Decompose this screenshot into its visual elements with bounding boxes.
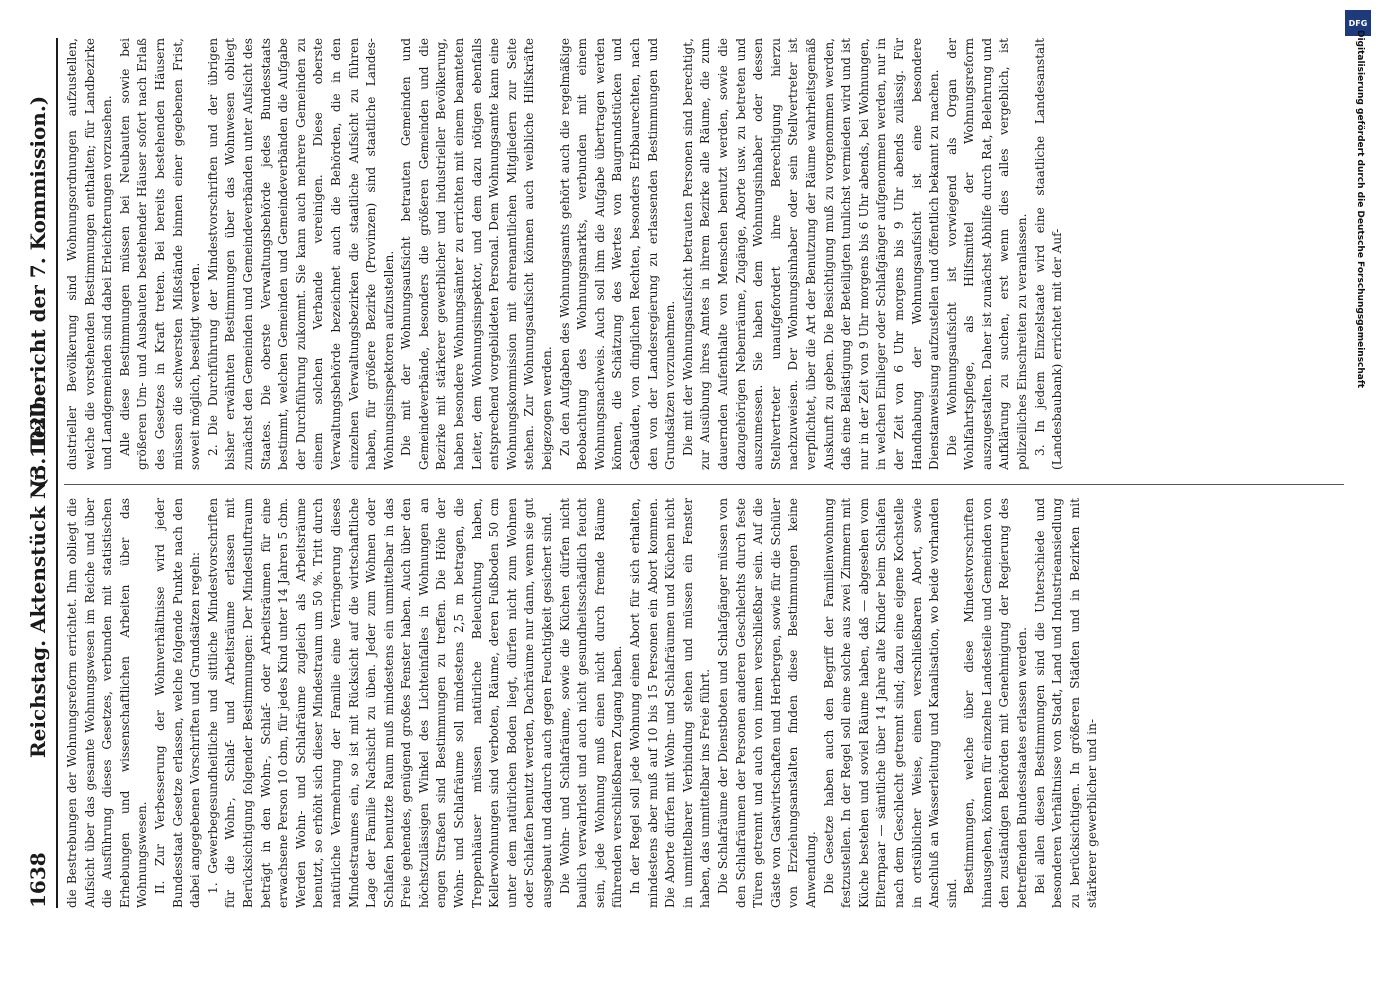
paragraph: Die Wohn- und Schlafräume, sowie die Küchen dürfen nicht baulich verwahrlost und auch nicht gesundheitsschädlich feucht sein, jede Wohnung muß einen nicht durch fremde Räume führenden verschließbaren Zugang haben. xyxy=(557,498,625,908)
page-subtitle: (3. Teilbericht der 7. Kommission.) xyxy=(26,95,50,488)
digitization-credit: Digitalisierung gefördert durch die Deutsche Forschungsgemeinschaft xyxy=(1355,30,1365,389)
page-header xyxy=(22,38,58,908)
paragraph: dustrieller Bevölkerung sind Wohnungsordnungen aufzustellen, welche die vorstehenden Bestimmungen enthalten; für Landbezirke und Landgemeinden sind dabei Erleichterungen vorzusehen. xyxy=(65,38,115,470)
paragraph: In der Regel soll jede Wohnung einen Abort für sich erhalten, mindestens aber muß auf 10 bis 15 Personen ein Abort kommen. Die Aborte dürfen mit Wohn- und Schlafräumen und Küchen nicht in unmittelbarer Verbindung stehen und müssen ein Fenster haben, das unmittelbar ins Freie führt. xyxy=(628,498,713,908)
paragraph: 3. In jedem Einzelstaate wird eine staatliche Landesanstalt (Landesbaubank) errichtet mit der Auf- xyxy=(1032,38,1065,470)
page-number: 1638 xyxy=(26,852,50,908)
paragraph: Die mit der Wohnungsaufsicht betrauten Gemeinden und Gemeindeverbände, besonders die größeren Gemeinden und die Bezirke mit stärkerer gewerblicher und industrieller Bevölkerung, haben besondere Wohnungsämter zu errichten mit einem beamteten Leiter, dem Wohnungsinspektor, und dem dazu nötigen ebenfalls entsprechend vorgebildeten Personal. Dem Wohnungsamte kann eine Wohnungskommission mit ehrenamtlichen Mitgliedern zur Seite stehen. Zur Wohnungsaufsicht können auch weibliche Hilfskräfte beigezogen werden. xyxy=(399,38,555,470)
paragraph: 1. Gewerbegesundheitliche und sittliche Mindestvorschriften für die Wohn-, Schlaf- und Arbeitsräume erlassen mit Berücksichtigung folgender Bestimmungen: Der Mindestluftraum beträgt in den Wohn-, Schlaf- oder Arbeitsräumen für eine erwachsene Person 10 cbm, für jedes Kind unter 14 Jahren 5 cbm. Werden Wohn- und Schlafräume zugleich als Arbeitsräume benutzt, so erhöht sich dieser Mindestraum um 50 %. Tritt durch natürliche Vermehrung der Familie eine Verringerung dieses Mindestraumes ein, so ist mit Rücksicht auf die wirtschaftliche Lage der Familie Nachsicht zu üben. Jeder zum Wohnen oder Schlafen benutzte Raum muß mindestens ein unmittelbar in das Freie gehendes, genügend großes Fenster haben. Auch über den höchstzulässigen Winkel des Lichteinfalles in Wohnungen an engen Straßen sind Bestimmungen zu treffen. Die Höhe der Wohn- und Schlafräume soll mindestens 2,5 m betragen, die Treppenhäuser müssen natürliche Beleuchtung haben, Kellerwohnungen sind verboten, Räume, deren Fußboden 50 cm unter dem natürlichen Boden liegt, dürfen nicht zum Wohnen oder Schlafen benutzt werden, Dachräume nur dann, wenn sie gut ausgebaut und dadurch auch gegen Feuchtigkeit gesichert sind. xyxy=(205,498,555,908)
column-divider xyxy=(64,484,1344,485)
paragraph: 2. Die Durchführung der Mindestvorschriften und der übrigen bisher erwähnten Bestimmungen über das Wohnwesen obliegt zunächst den Gemeinden und Gemeindeverbänden unter Aufsicht des Staates. Die oberste Verwaltungsbehörde jedes Bundesstaats bestimmt, welchen Gemeinden und Gemeindeverbänden die Aufgabe der Durchführung zukommt. Sie kann auch mehrere Gemeinden zu einem solchen Verbande vereinigen. Diese oberste Verwaltungsbehörde bezeichnet auch die Behörden, die in den einzelnen Verwaltungsbezirken die staatliche Aufsicht zu führen haben, für größere Bezirke (Provinzen) sind staatliche Landes-Wohnungsinspektoren aufzustellen. xyxy=(205,38,396,470)
paragraph: Bestimmungen, welche über diese Mindestvorschriften hinausgehen, können für einzelne Landesteile und Gemeinden von den zuständigen Behörden mit Genehmigung der Regierung des betreffenden Bundesstaates erlassen werden. xyxy=(962,498,1030,908)
paragraph: Die Wohnungsaufsicht ist vorwiegend als Organ der Wohlfahrtspflege, als Hilfsmittel der Wohnungsreform auszugestalten. Daher ist zunächst Abhilfe durch Rat, Belehrung und Aufklärung zu suchen, erst wenn dies alles vergeblich, ist polizeiliches Einschreiten zu veranlassen. xyxy=(944,38,1030,470)
paragraph: Die Gesetze haben auch den Begriff der Familienwohnung festzustellen. In der Regel soll eine solche aus zwei Zimmern mit Küche bestehen und soviel Räume haben, daß — abgesehen vom Elternpaar — sämtliche über 14 Jahre alte Kinder beim Schlafen nach dem Geschlecht getrennt sind; dazu eine eigene Kochstelle in ortsüblicher Weise, einen verschließbaren Abort, sowie Anschluß an Wasserleitung und Kanalisation, wo beide vorhanden sind. xyxy=(821,498,959,908)
paragraph: Zu den Aufgaben des Wohnungsamts gehört auch die regelmäßige Beobachtung des Wohnungsmarkts, verbunden mit einem Wohnungsnachweis. Auch soll ihm die Aufgabe übertragen werden können, die Schätzung des Wertes von Baugrundstücken und Gebäuden, von dinglichen Rechten, besonders Erbbaurechten, nach den von der Landesregierung zu erlassenden Bestimmungen und Grundsätzen vorzunehmen. xyxy=(557,38,678,470)
paragraph: Alle diese Bestimmungen müssen bei Neubauten sowie bei größeren Um- und Ausbauten bestehender Häuser sofort nach Erlaß des Gesetzes in Kraft treten. Bei bereits bestehenden Häusern müssen die schwersten Mißstände binnen einer gegebenen Frist, soweit möglich, beseitigt werden. xyxy=(117,38,203,470)
paragraph: II. Zur Verbesserung der Wohnverhältnisse wird jeder Bundesstaat Gesetze erlassen, welche folgende Punkte nach den dabei angegebenen Vorschriften und Grundsätzen regeln: xyxy=(152,498,203,908)
paragraph: Die Schlafräume der Dienstboten und Schlafgänger müssen von den Schlafräumen der Personen anderen Geschlechts durch feste Türen getrennt und auch von innen verschließbar sein. Auf die Gäste von Gastwirtschaften und Herbergen, sowie für die Schüler von Erziehungsanstalten finden diese Bestimmungen keine Anwendung. xyxy=(715,498,818,908)
page-title: Reichstag. Aktenstück Nr. 1020. xyxy=(26,395,50,758)
dfg-logo: DFG xyxy=(1345,10,1371,36)
left-column xyxy=(64,498,1354,908)
paragraph: Die mit der Wohnungsaufsicht betrauten Personen sind berechtigt, zur Ausübung ihres Amtes in ihrem Bezirke alle Räume, die zum dauernden Aufenthalte von Menschen benutzt werden, sowie die dazugehörigen Nebenräume, Zugänge, Aborte usw. zu betreten und auszumessen. Sie haben dem Wohnungsinhaber oder dessen Stellvertreter unaufgefordert ihre Berechtigung hierzu nachzuweisen. Der Wohnungsinhaber oder sein Stellvertreter ist verpflichtet, über die Art der Benutzung der Räume wahrheitsgemäß Auskunft zu geben. Die Besichtigung muß zu vorgenommen werden, daß eine Belästigung der Beteiligten tunlichst vermieden wird und ist nur in der Zeit von 9 Uhr morgens bis 6 Uhr abends, bei Wohnungen, in welchen Einlieger oder Schlafgänger aufgenommen werden, nur in der Zeit von 6 Uhr morgens bis 9 Uhr abends zulässig. Für Handhabung der Wohnungsaufsicht ist eine besondere Dienstanweisung aufzustellen und öffentlich bekannt zu machen. xyxy=(680,38,942,470)
paragraph: Bei allen diesen Bestimmungen sind die Unterschiede und besonderen Verhältnisse von Stadt, Land und Industrieansiedlung zu berücksichtigen. In größeren Städten und in Bezirken mit stärkerer gewerblicher und in- xyxy=(1032,498,1100,908)
paragraph: die Bestrebungen der Wohnungsreform errichtet. Ihm obliegt die Aufsicht über das gesamte Wohnungswesen im Reiche und über die Ausführung dieses Gesetzes, verbunden mit statistischen Erhebungen und wissenschaftlichen Arbeiten über das Wohnungswesen. xyxy=(65,498,150,908)
right-column xyxy=(64,38,1354,470)
